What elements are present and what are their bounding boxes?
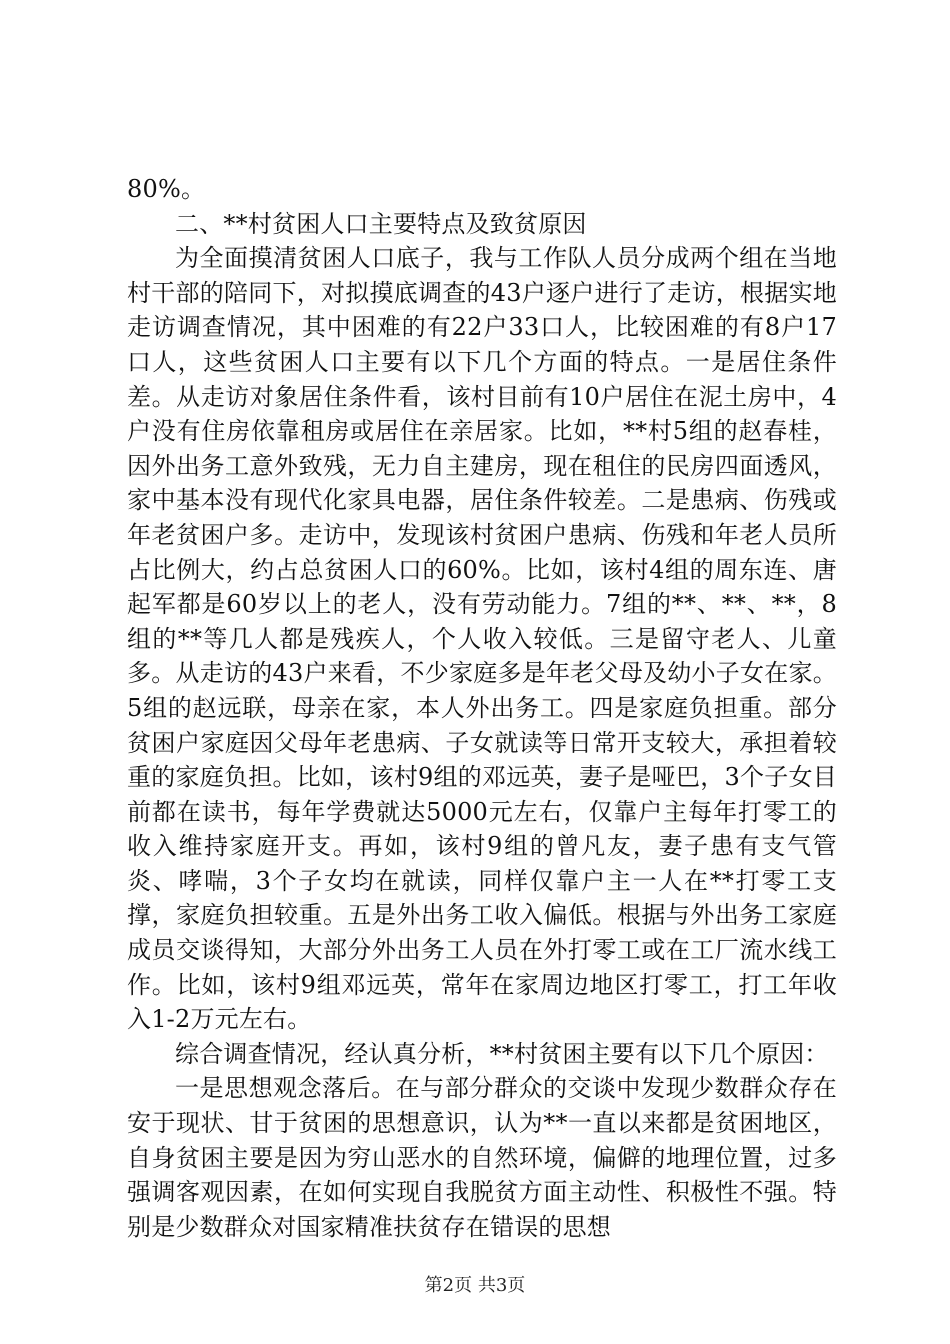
paragraph-survey-features: 为全面摸清贫困人口底子，我与工作队人员分成两个组在当地村干部的陪同下，对拟摸底调查的43户逐户进行了走访，根据实地走访调查情况，其中困难的有22户33口人，比较困难的有8户17口人，这些贫困人口主要有以下几个方面的特点。一是居住条件差。从走访对象居住条件看，该村目前有10户居住在泥土房中，4户没有住房依靠租房或居住在亲居家。比如，**村5组的赵春桂，因外出务工意外致残，无力自主建房，现在租住的民房四面透风，家中基本没有现代化家具电器，居住条件较差。二是患病、伤残或年老贫困户多。走访中，发现该村贫困户患病、伤残和年老人员所占比例大，约占总贫困人口的60%。比如，该村4组的周东连、唐起军都是60岁以上的老人，没有劳动能力。7组的**、**、**，8组的**等几人都是残疾人，个人收入较低。三是留守老人、儿童多。从走访的43户来看，不少家庭多是年老父母及幼小子女在家。5组的赵远联，母亲在家，本人外出务工。四是家庭负担重。部分贫困户家庭因父母年老患病、子女就读等日常开支较大，承担着较重的家庭负担。比如，该村9组的邓远英，妻子是哑巴，3个子女目前都在读书，每年学费就达5000元左右，仅靠户主每年打零工的收入维持家庭开支。再如，该村9组的曾凡友，妻子患有支气管炎、哮喘，3个子女均在就读，同样仅靠户主一人在**打零工支撑，家庭负担较重。五是外出务工收入偏低。根据与外出务工家庭成员交谈得知，大部分外出务工人员在外打零工或在工厂流水线工作。比如，该村9组邓远英，常年在家周边地区打零工，打工年收入1-2万元左右。 [127,244,837,1034]
document-body [127,172,837,1244]
section-heading-poverty-features: 二、**村贫困人口主要特点及致贫原因 [175,209,587,238]
paragraph-percent-continuation: 80%。 [127,175,206,203]
paragraph-analysis-intro: 综合调查情况，经认真分析，**村贫困主要有以下几个原因： [175,1039,829,1068]
paragraph-cause-mindset: 一是思想观念落后。在与部分群众的交谈中发现少数群众存在安于现状、甘于贫困的思想意识，认为**一直以来都是贫困地区，自身贫困主要是因为穷山恶水的自然环境，偏僻的地理位置，过多强调客观因素，在如何实现自我脱贫方面主动性、积极性不强。特别是少数群众对国家精准扶贫存在错误的思想 [127,1074,837,1241]
page-number-footer: 第2页 共3页 [424,1275,526,1296]
